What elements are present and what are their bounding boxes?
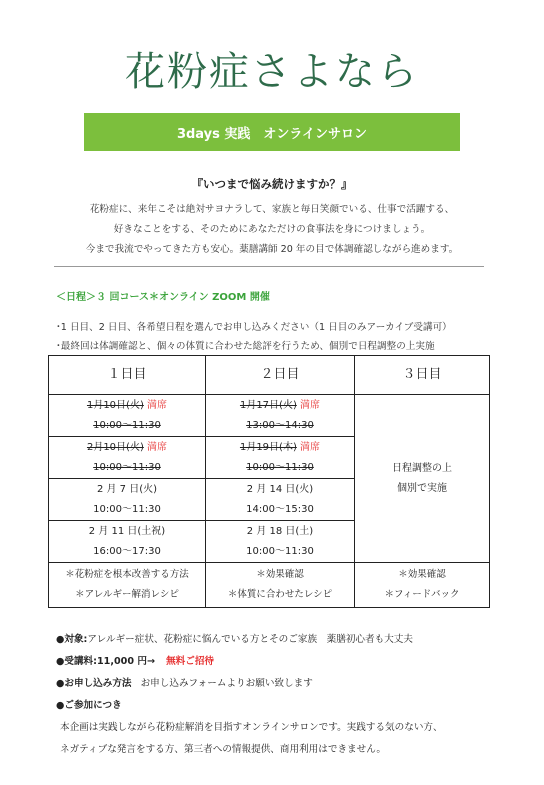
intro-line: 今まで我流でやってきた方も安心。薬膳講師 20 年の目で体調確認しながら進めます。 xyxy=(85,244,459,255)
apply-text: お申し込みフォームよりお願い致します xyxy=(140,678,313,689)
page-title: 花粉症さよなら xyxy=(125,49,419,95)
content-line: ＊アレルギー解消レシピ xyxy=(75,589,179,600)
intro-line: 好きなことをする、そのためにあなただけの食事法を身につけましょう。 xyxy=(113,224,431,235)
schedule-notes xyxy=(56,318,452,356)
content-line: ＊効果確認 xyxy=(398,569,446,580)
fee-line xyxy=(56,651,443,673)
slot-date: 1月19日(木) xyxy=(239,441,297,453)
slot-time: 10:00～11:30 xyxy=(246,461,314,473)
content-line: ＊花粉症を根本改善する方法 xyxy=(65,569,189,580)
slot-cell xyxy=(206,479,355,521)
day3-line: 個別で実施 xyxy=(397,482,447,494)
slot-date: 2月10日(火) xyxy=(86,441,144,453)
fee-text: 11,000 円→ xyxy=(97,656,155,667)
apply-line xyxy=(56,673,443,695)
slot-cell xyxy=(49,437,206,479)
slot-time: 14:00～15:30 xyxy=(246,503,314,515)
fee-label: ●受講料: xyxy=(56,656,97,667)
slot-cell xyxy=(49,395,206,437)
notice-text xyxy=(56,717,443,761)
slot-time: 10:00～11:30 xyxy=(246,545,314,557)
slot-time: 10:00～11:30 xyxy=(93,503,161,515)
content-line: ＊フィードバック xyxy=(384,589,460,600)
notice-label: ●ご参加につき xyxy=(56,700,122,711)
notice-paragraph-line: 本企画は実践しながら花粉症解消を目指すオンラインサロンです。実践する気のない方、 xyxy=(60,722,443,733)
note-line: ･1 日目、2 日目、各希望日程を選んでお申し込みください（1 日目のみアーカイブ受講可） xyxy=(56,322,452,333)
intro-text xyxy=(0,200,544,260)
content-line: ＊効果確認 xyxy=(256,569,304,580)
slot-time: 10:00～11:30 xyxy=(93,461,161,473)
target-label: ●対象: xyxy=(56,634,88,645)
notice-line xyxy=(56,695,443,717)
slot-date: 1月10日(火) xyxy=(86,399,144,411)
day3-cell xyxy=(355,395,490,563)
slot-date: 2 月 18 日(土) xyxy=(246,525,314,537)
full-badge: 満席 xyxy=(147,441,168,453)
slot-cell xyxy=(49,479,206,521)
content-cell xyxy=(49,563,206,608)
full-badge: 満席 xyxy=(300,399,321,411)
slot-time: 16:00～17:30 xyxy=(93,545,161,557)
content-cell xyxy=(355,563,490,608)
slot-date: 1月17日(火) xyxy=(239,399,297,411)
full-badge: 満席 xyxy=(300,441,321,453)
header-day3: ３日目 xyxy=(355,356,490,395)
schedule-heading: ＜日程＞３ 回コース＊オンライン ZOOM 開催 xyxy=(56,292,270,303)
intro-line: 花粉症に、来年こそは絶対サヨナラして、家族と毎日笑顔でいる、仕事で活躍する、 xyxy=(89,204,455,215)
schedule-table xyxy=(48,355,490,608)
header-day1: １日目 xyxy=(49,356,206,395)
notice-paragraph-line: ネガティブな発言をする方、第三者への情報提供、商用利用はできません。 xyxy=(60,744,386,755)
content-line: ＊体質に合わせたレシピ xyxy=(227,589,333,600)
target-line xyxy=(56,629,443,651)
slot-date: 2 月 7 日(火) xyxy=(96,483,158,495)
day3-line: 日程調整の上 xyxy=(392,462,452,474)
header-day2: ２日目 xyxy=(206,356,355,395)
free-badge: 無料ご招待 xyxy=(166,656,215,667)
slot-date: 2 月 14 日(火) xyxy=(246,483,314,495)
subtitle-banner: 3days 実践 オンラインサロン xyxy=(84,113,460,151)
divider xyxy=(54,266,484,267)
target-text: アレルギー症状、花粉症に悩んでいる方とそのご家族 薬膳初心者も大丈夫 xyxy=(87,634,413,645)
slot-cell xyxy=(206,521,355,563)
full-badge: 満席 xyxy=(147,399,168,411)
slot-time: 13:00～14:30 xyxy=(246,419,314,431)
slot-cell xyxy=(49,521,206,563)
slot-time: 10:00～11:30 xyxy=(93,419,161,431)
slot-cell xyxy=(206,395,355,437)
note-line: ･最終回は体調確認と、個々の体質に合わせた総評を行うため、個別で日程調整の上実施 xyxy=(56,341,435,352)
apply-label: ●お申し込み方法 xyxy=(56,678,132,689)
info-section xyxy=(56,629,443,761)
content-cell xyxy=(206,563,355,608)
slot-cell xyxy=(206,437,355,479)
slot-date: 2 月 11 日(土祝) xyxy=(88,525,166,537)
question-heading: 『いつまで悩み続けますか？』 xyxy=(191,177,353,191)
